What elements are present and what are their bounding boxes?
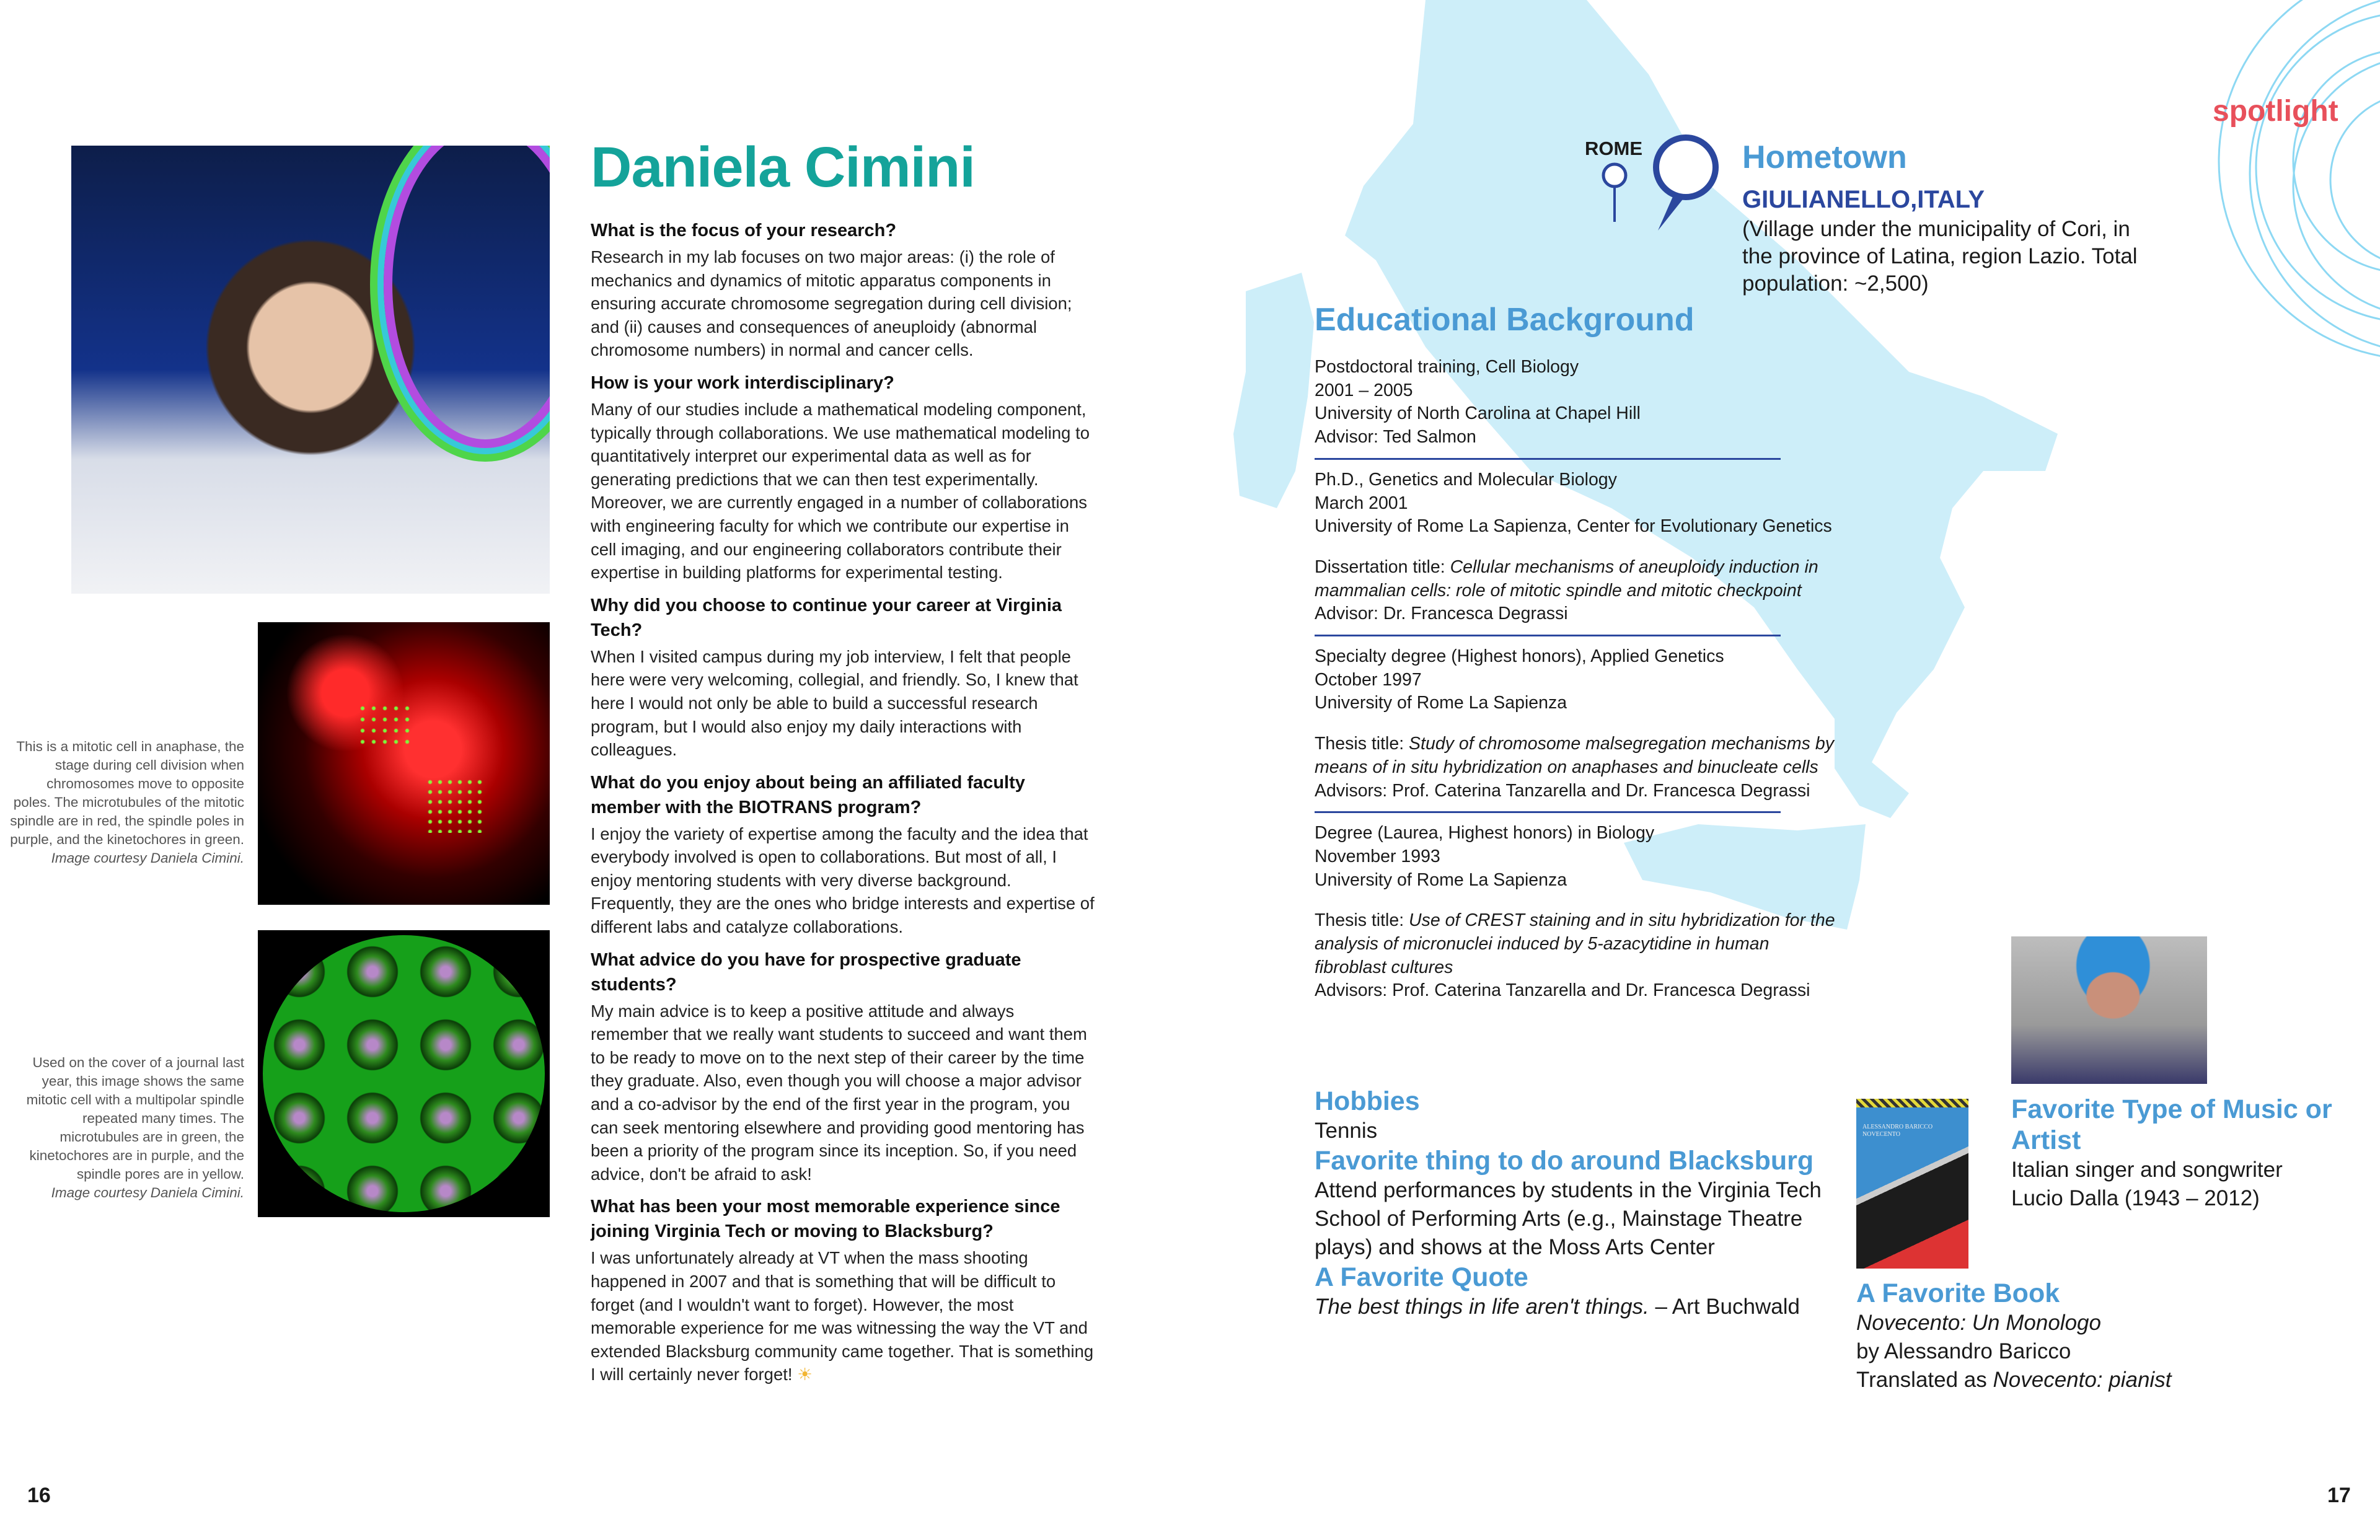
answer: Many of our studies include a mathematical modeling component, typically through collaborations. We use mathematical modeling to quantitatively interpret our experimental data as well as for generating predictions that we can then test experimentally. Moreover, we are currently engaged in a number of collaborations with engineering faculty for which we contribute our expertise in cell imaging, and our engineering collaborators contribute their expertise in building platforms for experimental testing. (591, 399, 1090, 583)
hometown-place: GIULIANELLO,ITALY (1742, 186, 1985, 213)
divider (1315, 458, 1781, 460)
advisor: Advisor: Ted Salmon (1315, 427, 1476, 447)
answer: When I visited campus during my job interview, I felt that people here were very welcoming, collegial, and friendly. So, I knew that here I would not only be able to build a successful research program, but I would also enjoy my daily interactions with colleagues. (591, 646, 1078, 760)
quote (1315, 1293, 1823, 1321)
answer (591, 1246, 1096, 1386)
book-author: by Alessandro Baricco (1856, 1339, 2071, 1363)
hobbies-heading: Hobbies (1315, 1086, 1420, 1116)
question: How is your work interdisciplinary? (591, 372, 894, 393)
divider (1315, 811, 1781, 813)
lucio-dalla-photo (2011, 936, 2207, 1084)
multipolar-spindle-image (258, 930, 550, 1217)
book-title: Novecento: Un Monologo (1856, 1311, 2101, 1335)
degree: Specialty degree (Highest honors), Applied Genetics (1315, 646, 1724, 667)
education-entry (1315, 469, 1835, 635)
hobbies-text: Tennis (1315, 1119, 1378, 1143)
answer: I enjoy the variety of expertise among the faculty and the idea that everybody involved is open to collaborations. But most of all, I enjoy mentoring students with very diverse background. Frequently, they are the ones who bridge interests and expertise of different labs and catalyze collaborations. (591, 824, 1095, 937)
page-number-left: 16 (27, 1484, 51, 1507)
advisor: Advisors: Prof. Caterina Tanzarella and Dr. Francesca Degrassi (1315, 780, 1810, 801)
music-heading: Favorite Type of Music or Artist (2011, 1094, 2332, 1155)
music-line: Italian singer and songwriter (2011, 1158, 2283, 1182)
dates: March 2001 (1315, 493, 1408, 513)
anaphase-cell-image (258, 622, 550, 905)
interview-qa (591, 218, 1096, 1395)
education-heading: Educational Background (1315, 302, 1695, 338)
caption-multipolar (9, 1054, 244, 1202)
thesis-label: Thesis title: (1315, 734, 1409, 754)
thesis (1315, 556, 1835, 602)
thesis-label: Dissertation title: (1315, 557, 1450, 577)
answer-text: I was unfortunately already at VT when the mass shooting happened in 2007 and that is something that will be difficult to forget (and I wouldn't want to forget). However, the most memorable experience for me was witnessing the way the VT and extended Blacksburg community came together. That is something I will certainly never forget! (591, 1248, 1094, 1384)
profile-name: Daniela Cimini (591, 136, 975, 199)
spiral-decoration (2157, 0, 2380, 397)
translation-title: Novecento: pianist (1993, 1368, 2172, 1392)
question: Why did you choose to continue your career at Virginia Tech? (591, 595, 1062, 640)
dates: November 1993 (1315, 846, 1440, 866)
education-entry (1315, 645, 1835, 811)
hometown-pin-icon (1636, 124, 1723, 235)
book-translation (1856, 1366, 2228, 1394)
quote-text: The best things in life aren't things. (1315, 1295, 1649, 1319)
thesis-title: Study of chromosome malsegregation mechanisms by means of in situ hybridization on anaphases and binucleate cells (1315, 734, 1834, 777)
interests (1315, 1086, 1823, 1321)
book-heading: A Favorite Book (1856, 1278, 2060, 1308)
education-entry (1315, 356, 1835, 458)
thesis-title: Cellular mechanisms of aneuploidy induction in mammalian cells: role of mitotic spindle and mitotic checkpoint (1315, 557, 1818, 601)
dates: 2001 – 2005 (1315, 380, 1413, 400)
dates: October 1997 (1315, 669, 1422, 690)
translation-prefix: Translated as (1856, 1368, 1993, 1392)
education-list (1315, 356, 1835, 1011)
caption-text: This is a mitotic cell in anaphase, the stage during cell division when chromosomes move to opposite poles. The microtubules of the mitotic spindle are in red, the spindle poles in purple, and the kinetochores in green. (10, 739, 244, 847)
advisor: Advisors: Prof. Caterina Tanzarella and Dr. Francesca Degrassi (1315, 980, 1810, 1001)
thesis-title: Use of CREST staining and in situ hybridization for the analysis of micronuclei induced by 5-azacytidine in human fibroblast cultures (1315, 910, 1835, 977)
favorite-book (1856, 1278, 2228, 1394)
answer: Research in my lab focuses on two major areas: (i) the role of mechanics and dynamics of mitotic apparatus components in ensuring accurate chromosome segregation during cell division; and (ii) causes and consequences of aneuploidy (abnormal chromosome numbers) in normal and cancer cells. (591, 247, 1072, 360)
education-entry (1315, 822, 1835, 1011)
quote-author: – Art Buchwald (1649, 1295, 1800, 1319)
quote-heading: A Favorite Quote (1315, 1262, 1528, 1292)
rome-label: ROME (1585, 138, 1642, 159)
divider (1315, 635, 1781, 636)
rome-pin-icon (1599, 160, 1630, 228)
blacksburg-text: Attend performances by students in the Virginia Tech School of Performing Arts (e.g., Mainstage Theatre plays) and shows at the Moss Arts Center (1315, 1178, 1822, 1259)
institution: University of Rome La Sapienza (1315, 869, 1567, 890)
caption-credit: Image courtesy Daniela Cimini. (51, 850, 244, 866)
daniela-cimini-portrait (71, 146, 550, 594)
caption-credit: Image courtesy Daniela Cimini. (51, 1185, 244, 1200)
question: What advice do you have for prospective graduate students? (591, 949, 1021, 995)
page-number-right: 17 (2327, 1484, 2351, 1507)
question: What do you enjoy about being an affiliated faculty member with the BIOTRANS program? (591, 772, 1025, 817)
section-label: spotlight (2213, 95, 2338, 128)
question: What has been your most memorable experience since joining Virginia Tech or moving to Blacksburg? (591, 1197, 1060, 1242)
advisor: Advisor: Dr. Francesca Degrassi (1315, 604, 1568, 624)
blacksburg-heading: Favorite thing to do around Blacksburg (1315, 1146, 1814, 1176)
degree: Degree (Laurea, Highest honors) in Biology (1315, 823, 1655, 843)
hometown-heading: Hometown (1742, 139, 1907, 175)
answer: My main advice is to keep a positive attitude and always remember that we really want students to succeed and want them to be ready to move on to the next step of their career by the time they graduate. Also, even though you will choose a major advisor and a co-advisor by the end of the first year in the program, you can seek mentoring elsewhere and providing good mentoring has been a priority of the program since its inception. So, if you need advice, don't be afraid to ask! (591, 1001, 1087, 1184)
book-cover-text: ALESSANDRO BARICCO NOVECENTO (1862, 1124, 1933, 1138)
degree: Ph.D., Genetics and Molecular Biology (1315, 469, 1617, 490)
hometown-description: (Village under the municipality of Cori, in the province of Latina, region Lazio. Total population: ~2,500) (1742, 217, 2138, 296)
novecento-book-cover (1856, 1099, 1968, 1269)
thesis (1315, 909, 1835, 979)
caption-anaphase (9, 737, 244, 868)
music-line: Lucio Dalla (1943 – 2012) (2011, 1186, 2260, 1210)
thesis-label: Thesis title: (1315, 910, 1409, 931)
caption-text: Used on the cover of a journal last year, this image shows the same mitotic cell with a multipolar spindle repeated many times. The microtubules are in green, the kinetochores are in purple, and the spindle pores are in yellow. (26, 1055, 244, 1182)
sun-end-mark-icon: ☀ (797, 1365, 813, 1384)
institution: University of North Carolina at Chapel Hill (1315, 403, 1641, 424)
institution: University of Rome La Sapienza (1315, 693, 1567, 713)
institution: University of Rome La Sapienza, Center for Evolutionary Genetics (1315, 516, 1832, 537)
question: What is the focus of your research? (591, 221, 897, 240)
favorite-music (2011, 1094, 2380, 1213)
degree: Postdoctoral training, Cell Biology (1315, 357, 1579, 377)
thesis (1315, 733, 1835, 779)
